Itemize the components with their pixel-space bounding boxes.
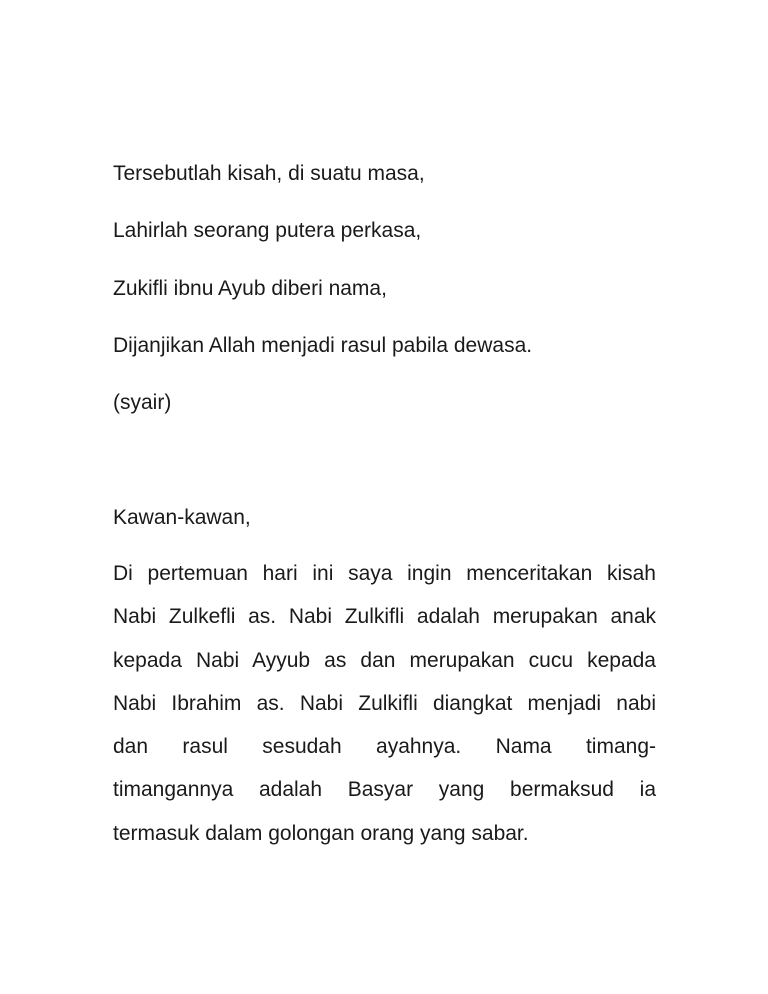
poem-note: (syair) <box>113 391 172 414</box>
paragraph-line-6: timangannya adalah Basyar yang bermaksud ia <box>113 778 656 802</box>
paragraph-line-1: Di pertemuan hari ini saya ingin menceritakan kisah <box>113 562 656 585</box>
story-paragraph <box>113 561 656 864</box>
poem-line-4: Dijanjikan Allah menjadi rasul pabila dewasa. <box>113 334 533 357</box>
poem-line-3: Zukifli ibnu Ayub diberi nama, <box>113 277 387 300</box>
paragraph-line-2: Nabi Zulkefli as. Nabi Zulkifli adalah merupakan anak <box>113 605 656 629</box>
paragraph-line-5: dan rasul sesudah ayahnya. Nama timang- <box>113 735 656 759</box>
poem-line-1: Tersebutlah kisah, di suatu masa, <box>113 162 425 185</box>
greeting: Kawan-kawan, <box>113 506 251 529</box>
paragraph-line-4: Nabi Ibrahim as. Nabi Zulkifli diangkat menjadi nabi <box>113 691 656 715</box>
paragraph-line-7: termasuk dalam golongan orang yang sabar. <box>113 821 529 845</box>
paragraph-line-3: kepada Nabi Ayyub as dan merupakan cucu kepada <box>113 648 656 672</box>
poem-line-2: Lahirlah seorang putera perkasa, <box>113 219 422 242</box>
